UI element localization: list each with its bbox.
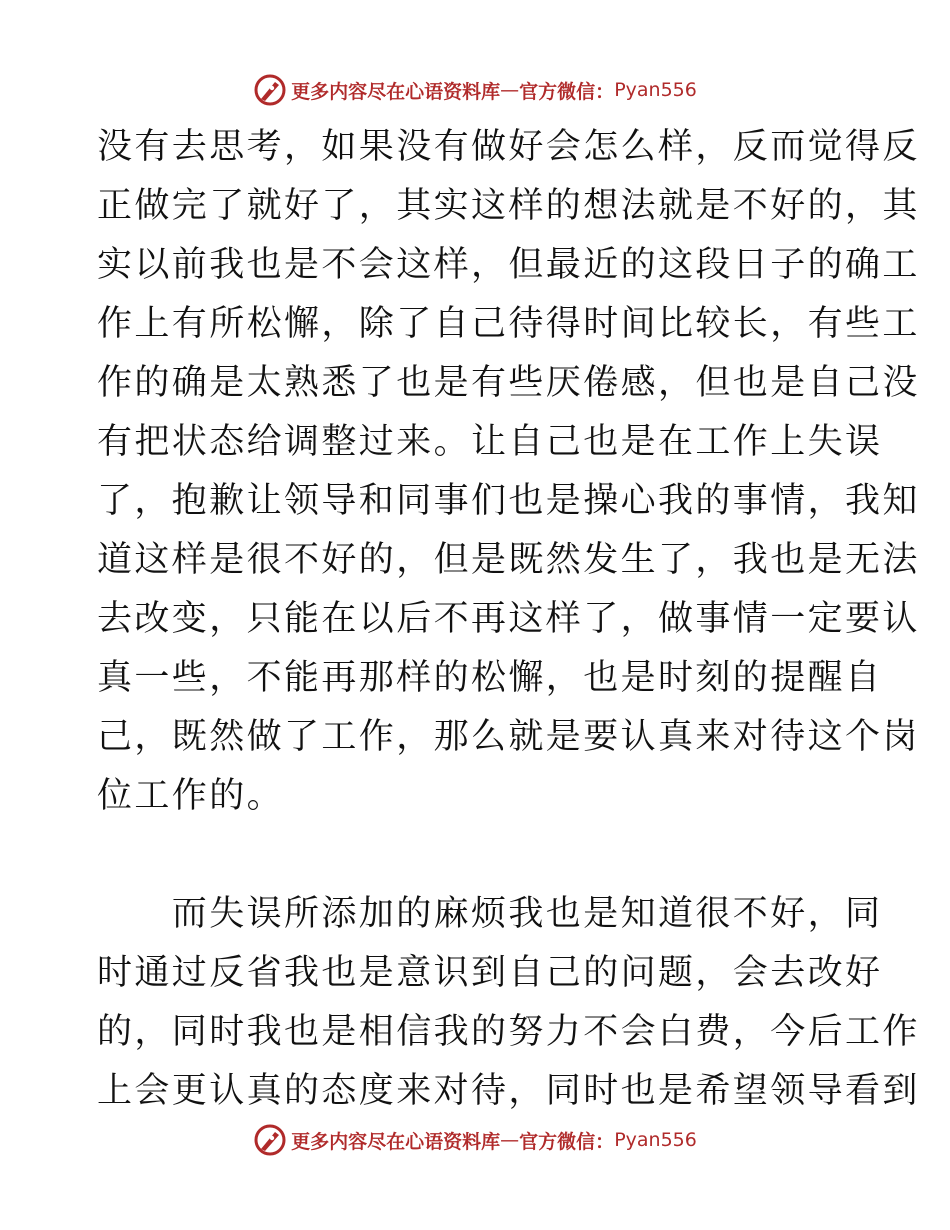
text-line: 真一些，不能再那样的松懈，也是时刻的提醒自	[97, 658, 883, 698]
text-line: 有把状态给调整过来。让自己也是在工作上失误	[97, 422, 883, 462]
text-line: 的，同时我也是相信我的努力不会白费，今后工作	[97, 1012, 920, 1052]
paragraph-2	[97, 885, 920, 1121]
text-line: 位工作的。	[97, 776, 285, 816]
header-banner	[0, 70, 950, 110]
banner-wechat-id: Pyan556	[614, 79, 697, 101]
footer-banner	[0, 1120, 950, 1160]
text-line: 没有去思考，如果没有做好会怎么样，反而觉得反	[97, 127, 920, 167]
document-body	[97, 118, 920, 1121]
text-line: 了，抱歉让领导和同事们也是操心我的事情，我知	[97, 481, 920, 521]
banner-sub-label: 官方微信：	[519, 1130, 615, 1153]
text-line: 而失误所添加的麻烦我也是知道很不好，同	[97, 894, 883, 934]
text-line: 道这样是很不好的，但是既然发生了，我也是无法	[97, 540, 920, 580]
text-line: 己，既然做了工作，那么就是要认真来对待这个岗	[97, 717, 920, 757]
paragraph-1	[97, 118, 920, 826]
text-line: 去改变，只能在以后不再这样了，做事情一定要认	[97, 599, 920, 639]
banner-main-text: 更多内容尽在心语资料库	[291, 1130, 501, 1153]
banner-wechat-id: Pyan556	[614, 1129, 697, 1151]
text-line: 实以前我也是不会这样，但最近的这段日子的确工	[97, 245, 920, 285]
text-line: 作的确是太熟悉了也是有些厌倦感，但也是自己没	[97, 363, 920, 403]
banner-dash: —	[500, 79, 520, 101]
pen-circle-icon	[253, 73, 287, 107]
banner-main-text: 更多内容尽在心语资料库	[291, 80, 501, 103]
banner-sub-label: 官方微信：	[519, 80, 615, 103]
text-line: 上会更认真的态度来对待，同时也是希望领导看到	[97, 1071, 920, 1111]
text-line: 正做完了就好了，其实这样的想法就是不好的，其	[97, 186, 920, 226]
paragraph-gap	[97, 826, 853, 885]
text-line: 时通过反省我也是意识到自己的问题，会去改好	[97, 953, 883, 993]
text-line: 作上有所松懈，除了自己待得时间比较长，有些工	[97, 304, 920, 344]
banner-dash: —	[500, 1129, 520, 1151]
pen-circle-icon	[253, 1123, 287, 1157]
